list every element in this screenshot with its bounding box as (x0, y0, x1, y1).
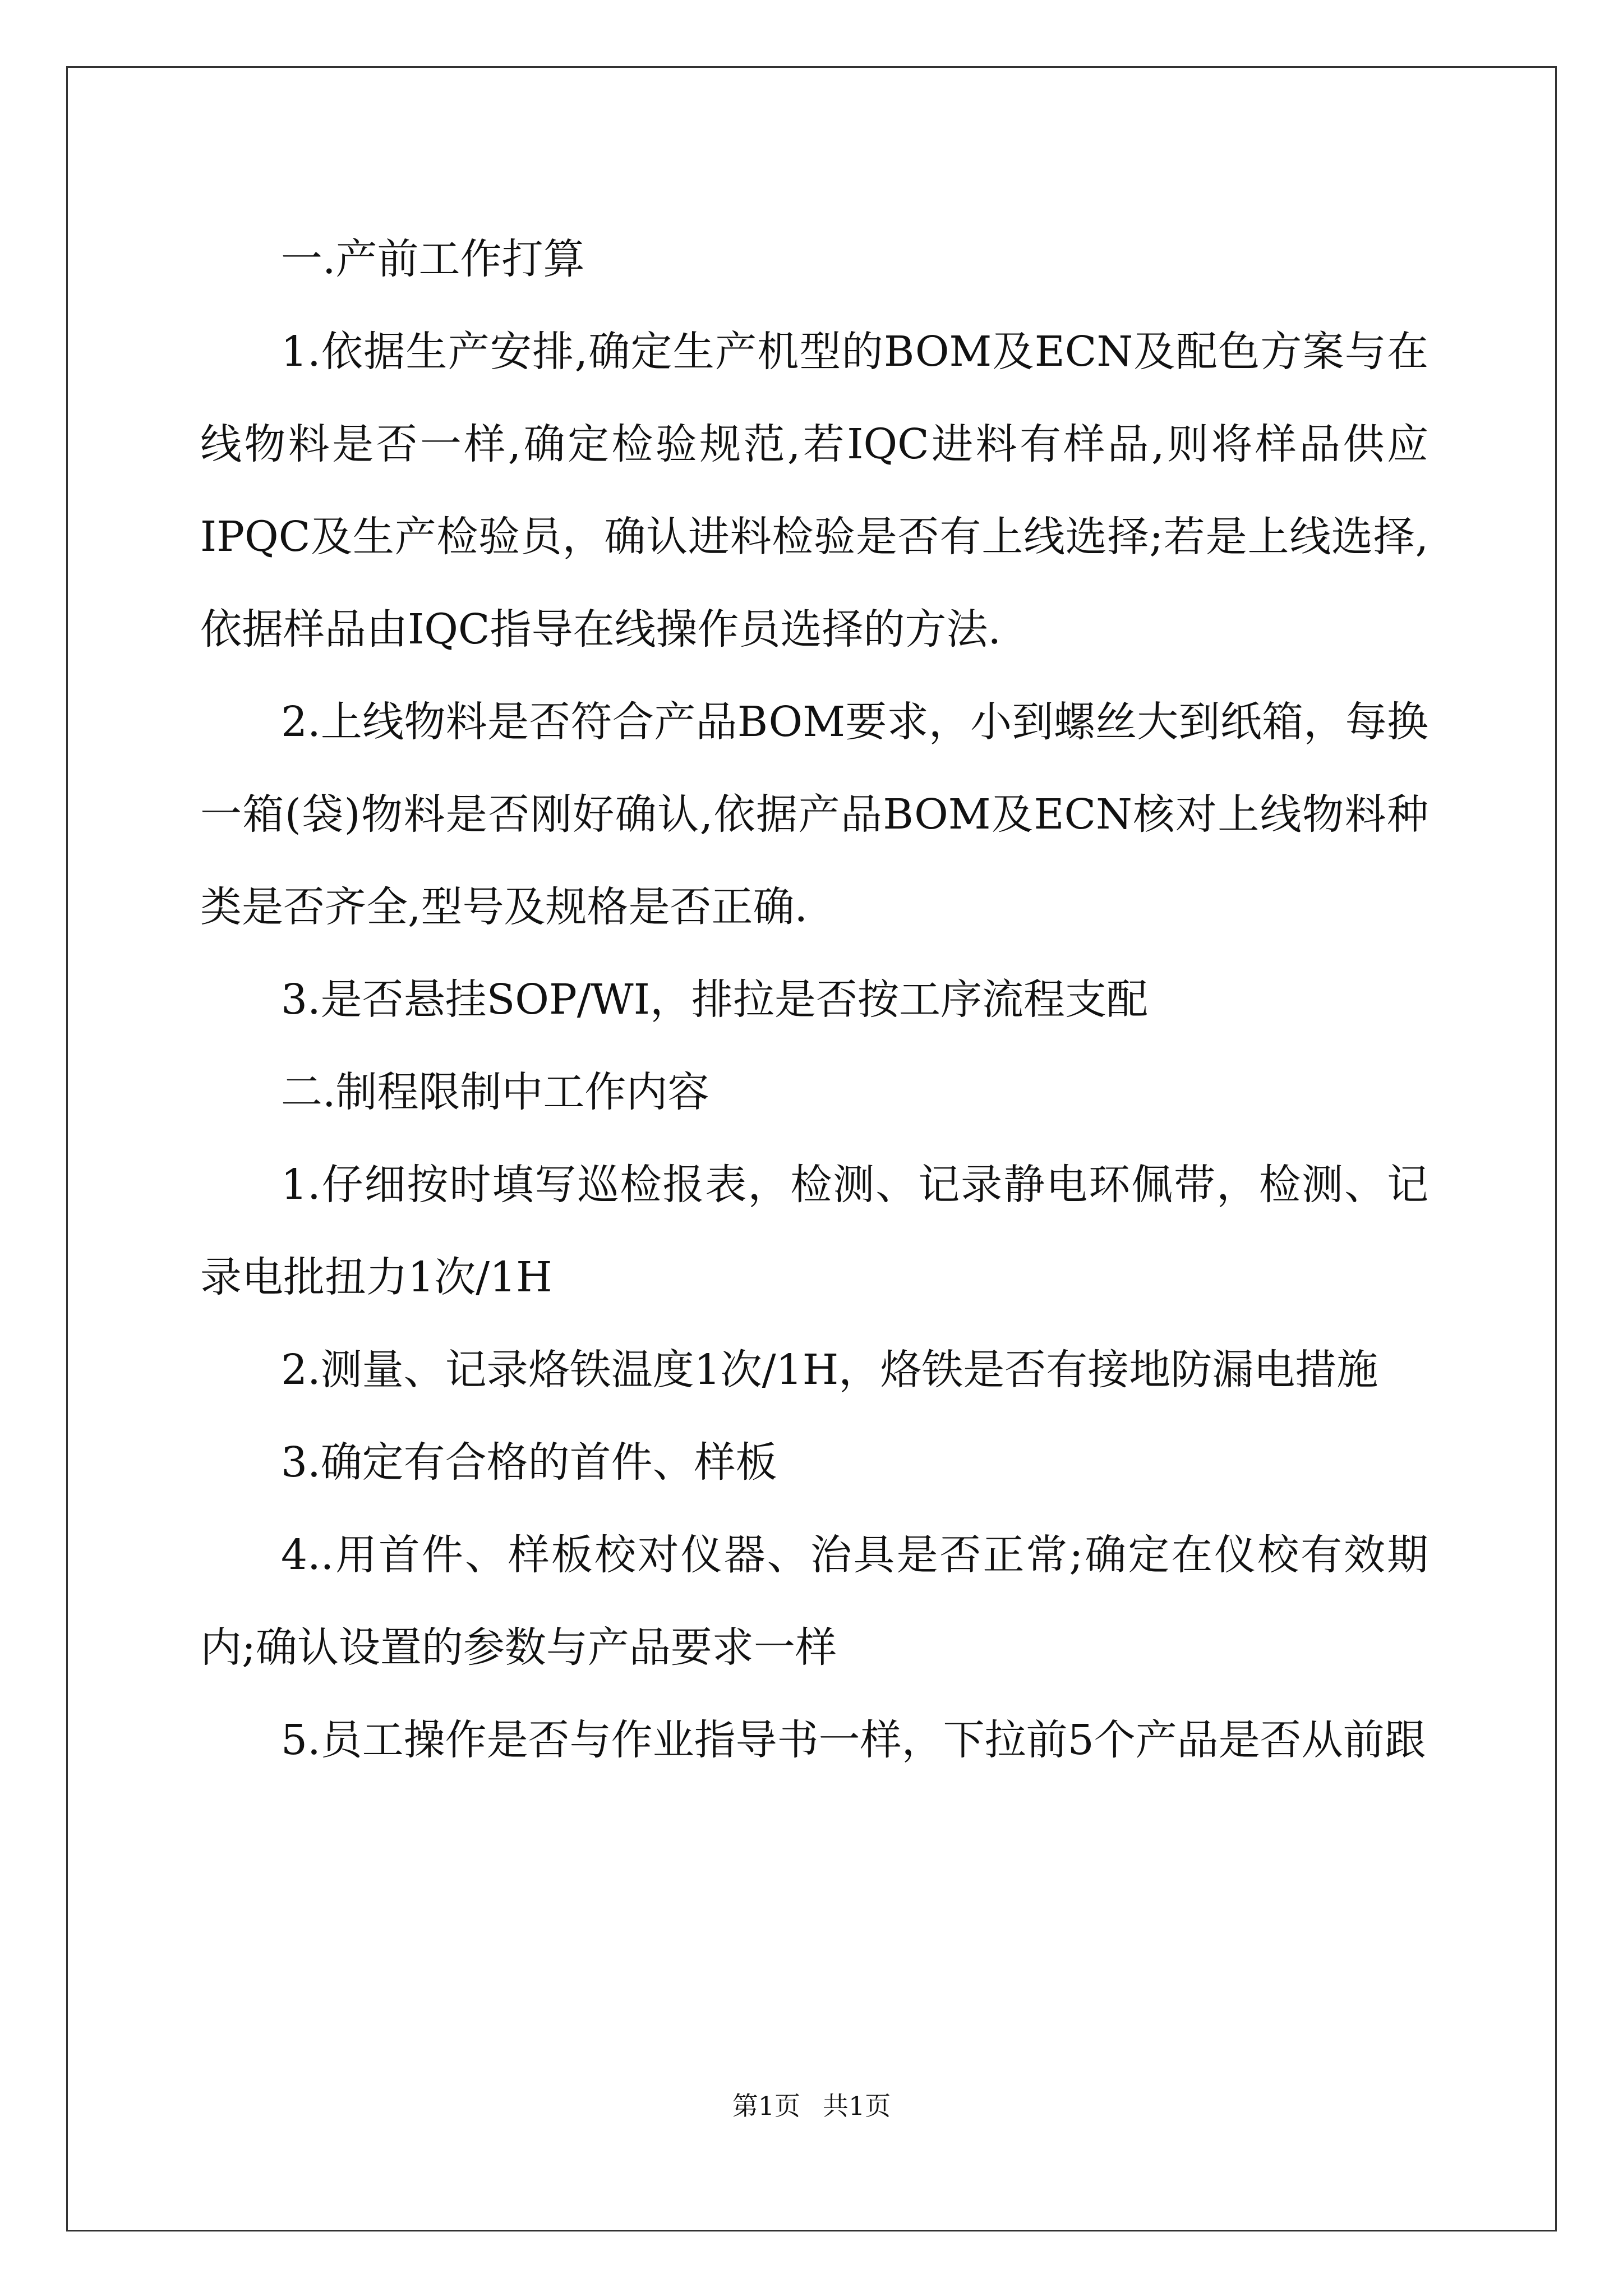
paragraph-item-1: 1.依据生产安排,确定生产机型的BOM及ECN及配色方案与在线物料是否一样,确定检验规范,若IQC进料有样品,则将样品供应IPQC及生产检验员，确认进料检验是否有上线选择;若是上线选择,依据样品由IQC指导在线操作员选择的方法. (200, 328, 1428, 654)
paragraph-item-2: 2.测量、记录烙铁温度1次/1H，烙铁是否有接地防漏电措施 (281, 1346, 1378, 1394)
page-number: 第1页 (732, 2091, 800, 2121)
paragraph-item-3: 3.确定有合格的首件、样板 (281, 1438, 777, 1487)
paragraph-item-3: 3.是否悬挂SOP/WI，排拉是否按工序流程支配 (281, 976, 1148, 1024)
paragraph-item-2: 2.上线物料是否符合产品BOM要求，小到螺丝大到纸箱，每换一箱(袋)物料是否刚好确认,依据产品BOM及ECN核对上线物料种类是否齐全,型号及规格是否正确. (200, 698, 1428, 931)
paragraph-item-4: 4..用首件、样板校对仪器、治具是否正常;确定在仪校有效期内;确认设置的参数与产品要求一样 (200, 1531, 1428, 1672)
paragraph-item-5: 5.员工操作是否与作业指导书一样，下拉前5个产品是否从前跟 (281, 1716, 1426, 1764)
document-body (200, 213, 1428, 1787)
paragraph-item-1: 1.仔细按时填写巡检报表，检测、记录静电环佩带，检测、记录电批扭力1次/1H (200, 1161, 1428, 1301)
page-footer (0, 2089, 1623, 2123)
section-heading-preproduction: 一.产前工作打算 (281, 235, 585, 283)
page-total: 共1页 (823, 2091, 891, 2121)
section-heading-process-control: 二.制程限制中工作内容 (281, 1068, 709, 1116)
